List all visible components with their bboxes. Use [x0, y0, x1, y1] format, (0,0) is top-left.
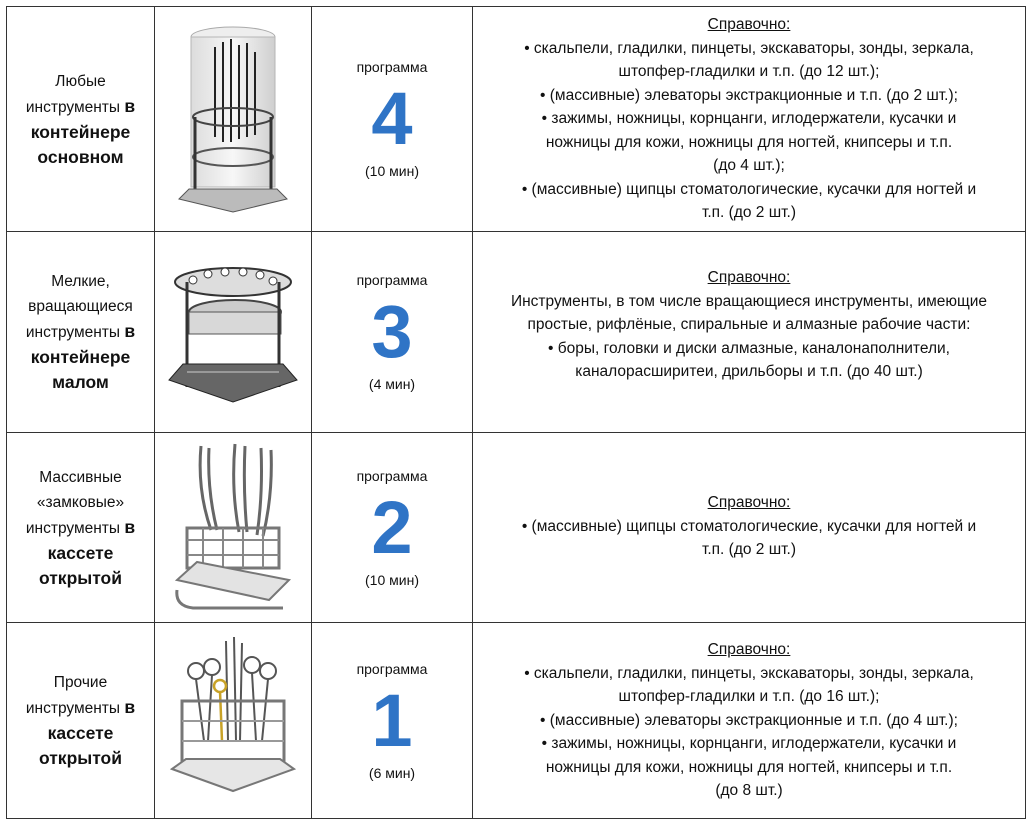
desc-bold-text: контейнере: [30, 121, 131, 142]
program-number: 4: [371, 77, 413, 160]
reference-line: (до 4 шт.);: [713, 157, 785, 175]
desc-text: инструменты: [25, 700, 125, 717]
program-cell: [312, 232, 473, 433]
desc-bold-text: контейнере: [30, 347, 131, 367]
desc-bold-text: основном: [37, 146, 124, 167]
reference-line: • боры, головки и диски алмазные, каналонаполнители,: [548, 339, 950, 357]
reference-line: • (массивные) щипцы стоматологические, кусачки для ногтей и: [521, 180, 977, 198]
desc-text: «замковые»: [36, 493, 125, 511]
desc-bold-text: открытой: [38, 748, 122, 768]
desc-bold-text: открытой: [38, 567, 122, 588]
table-row: [7, 433, 1026, 623]
reference-line: ножницы для кожи, ножницы для ногтей, книпсеры и т.п.: [545, 133, 953, 151]
reference-line: • зажимы, ножницы, корнцанги, иглодержатели, кусачки и: [541, 735, 957, 753]
program-time: (4 мин): [368, 376, 416, 392]
container-image-cell: [155, 623, 312, 819]
instrument-description: [7, 7, 155, 232]
sterilization-programs-table: [6, 6, 1026, 819]
program-label: программа: [356, 660, 428, 677]
reference-title: Справочно:: [707, 16, 791, 34]
program-number: 1: [371, 678, 413, 762]
reference-line: • (массивные) элеваторы экстракционные и т.п. (до 4 шт.);: [540, 711, 958, 729]
reference-line: • (массивные) элеваторы экстракционные и т.п. (до 2 шт.);: [540, 86, 958, 104]
table-row: [7, 232, 1026, 433]
desc-text: Прочие: [53, 674, 108, 691]
table-row: [7, 623, 1026, 819]
desc-bold-text: кассете: [47, 542, 114, 563]
program-cell: [312, 7, 473, 232]
main-container-image: [155, 17, 311, 222]
program-label: программа: [356, 59, 428, 75]
desc-text: вращающиеся: [28, 298, 133, 315]
reference-line: • скальпели, гладилки, пинцеты, экскаваторы, зонды, зеркала,: [524, 664, 974, 682]
reference-title: Справочно:: [707, 494, 791, 511]
reference-line: т.п. (до 2 шт.): [701, 204, 797, 222]
desc-text: инструменты: [25, 324, 125, 341]
desc-text: Мелкие,: [51, 273, 110, 290]
reference-cell: [473, 232, 1026, 433]
reference-line: (до 8 шт.): [715, 782, 783, 800]
reference-line: каналорасширитеи, дрильборы и т.п. (до 40 шт.): [575, 363, 923, 380]
desc-bold-text: в: [124, 516, 136, 537]
reference-line: простые, рифлёные, спиральные и алмазные рабочие части:: [527, 316, 971, 333]
reference-line: • (массивные) щипцы стоматологические, кусачки для ногтей и: [521, 517, 977, 535]
open-cassette-massive-image: [155, 440, 311, 615]
reference-line: штопфер-гладилки и т.п. (до 12 шт.);: [618, 63, 880, 81]
instrument-description: [7, 433, 155, 623]
reference-cell: [473, 623, 1026, 819]
desc-bold-text: в: [124, 321, 136, 341]
small-container-image: [155, 252, 311, 412]
reference-line: т.п. (до 2 шт.): [701, 541, 797, 558]
program-time: (10 мин): [365, 163, 419, 179]
reference-title: Справочно:: [707, 269, 791, 286]
reference-cell: [473, 7, 1026, 232]
reference-cell: [473, 433, 1026, 623]
reference-title: Справочно:: [707, 641, 791, 659]
container-image-cell: [155, 7, 312, 232]
instrument-description: [7, 232, 155, 433]
desc-bold-text: в: [124, 697, 136, 717]
reference-line: штопфер-гладилки и т.п. (до 16 шт.);: [618, 688, 880, 706]
program-time: (6 мин): [368, 764, 416, 781]
program-time: (10 мин): [365, 571, 419, 588]
desc-bold-text: кассете: [47, 723, 114, 743]
program-number: 3: [371, 290, 413, 373]
reference-line: • зажимы, ножницы, корнцанги, иглодержатели, кусачки и: [541, 110, 957, 128]
program-cell: [312, 623, 473, 819]
desc-text: инструменты: [25, 519, 125, 537]
open-cassette-other-image: [155, 631, 311, 811]
container-image-cell: [155, 232, 312, 433]
desc-text: Массивные: [39, 468, 122, 486]
table-row: [7, 7, 1026, 232]
program-label: программа: [356, 467, 428, 484]
desc-bold-text: малом: [52, 372, 109, 392]
program-label: программа: [356, 272, 428, 288]
program-cell: [312, 433, 473, 623]
desc-bold-text: в: [124, 95, 136, 116]
container-image-cell: [155, 433, 312, 623]
program-number: 2: [371, 485, 413, 569]
instrument-description: [7, 623, 155, 819]
desc-text: Любые: [55, 72, 106, 90]
reference-line: • скальпели, гладилки, пинцеты, экскаваторы, зонды, зеркала,: [524, 39, 974, 57]
desc-text: инструменты: [25, 98, 125, 116]
reference-line: ножницы для кожи, ножницы для ногтей, книпсеры и т.п.: [545, 758, 953, 776]
reference-line: Инструменты, в том числе вращающиеся инструменты, имеющие: [510, 292, 988, 310]
